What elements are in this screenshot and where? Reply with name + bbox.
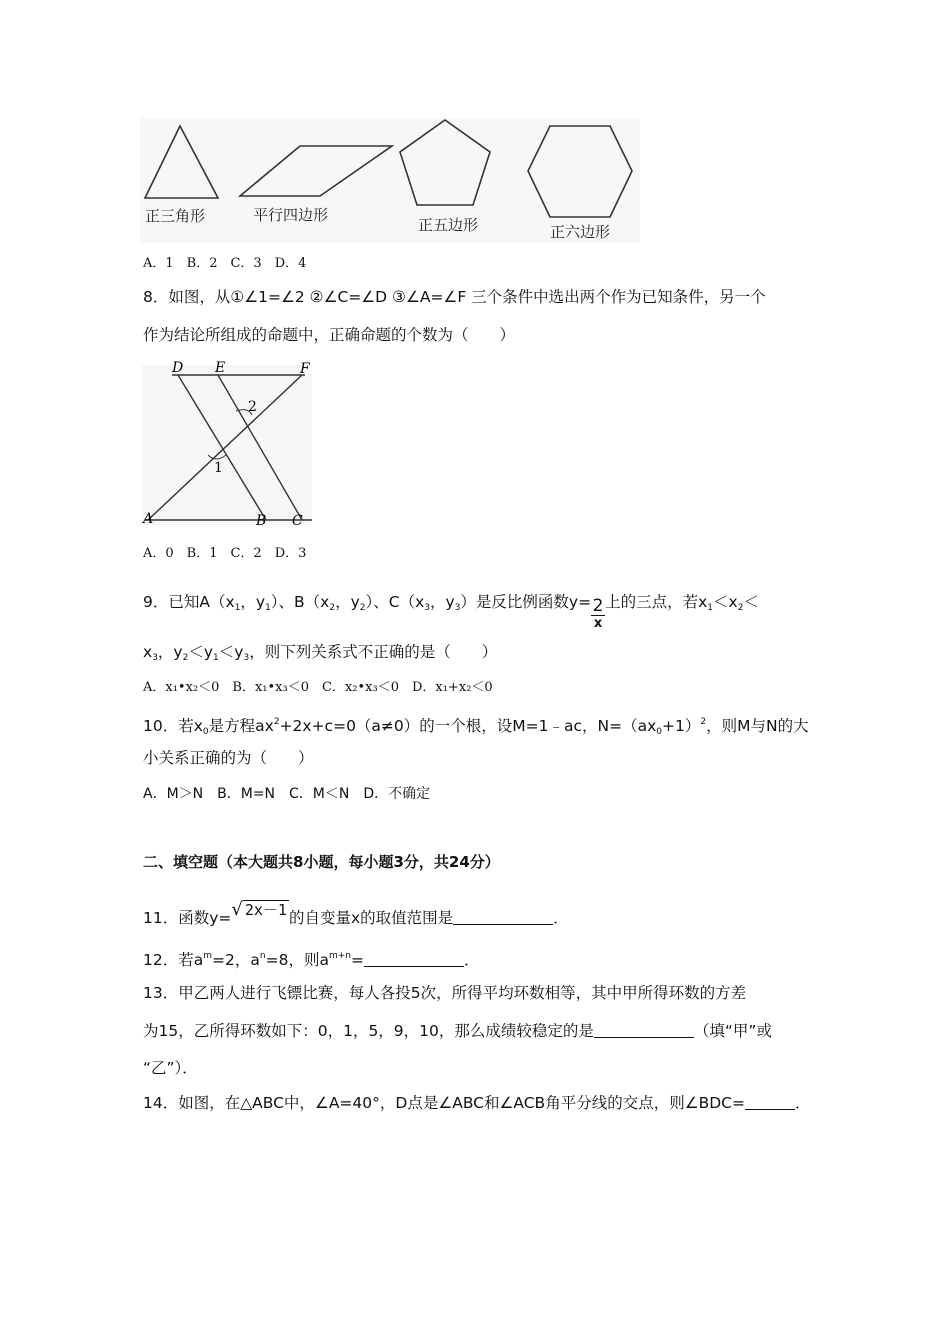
label-regular-pentagon: 正五边形 <box>418 216 479 234</box>
q13-stem-line1: 13．甲乙两人进行飞镖比赛，每人各投5次，所得平均环数相等，其中甲所得环数的方差 <box>143 984 747 1002</box>
q14-answer-blank[interactable] <box>745 1095 795 1110</box>
shapes-figure <box>140 118 640 243</box>
label-parallelogram: 平行四边形 <box>253 206 329 224</box>
parallelogram-shape <box>240 146 392 196</box>
q13-stem-line2: 为15，乙所得环数如下：0，1，5，9，10，那么成绩较稳定的是 （填“甲”或 <box>143 1022 772 1040</box>
q8-figure-svg <box>140 355 318 530</box>
q7-options: A．1 B．2 C．3 D．4 <box>143 256 307 271</box>
label-B: B <box>256 513 267 529</box>
q12-stem: 12．若$a^m=2$，$a^n=8$，则$a^{m+n}=$ ． <box>143 951 480 969</box>
label-F: F <box>300 361 310 377</box>
regular-pentagon-shape <box>400 120 490 205</box>
q12-answer-blank[interactable] <box>364 952 464 967</box>
q8-stem-line1: 8．如图，从①∠1=∠2 ②∠C=∠D ③∠A=∠F 三个条件中选出两个作为已知条件，另一个 <box>143 288 766 306</box>
q13-stem-line3: “乙”）． <box>143 1059 198 1077</box>
equilateral-triangle-shape <box>145 126 218 198</box>
label-C: C <box>292 513 303 529</box>
q9-stem-line2: $x_3$，$y_2<y_1<y_3$，则下列关系式不正确的是（ ） <box>143 643 498 663</box>
q8-stem-line2: 作为结论所组成的命题中，正确命题的个数为（ ） <box>143 326 516 344</box>
label-A: A <box>143 511 154 527</box>
q10-options: A．M＞N B．M=N C．M＜N D．不确定 <box>143 786 431 802</box>
q9-stem-line1: 9．已知$A(x_1$，$y_1$）、$B(x_2$，$y_2$）、$C(x_3$，$y_3$）是反比例函数y= $\frac{2}{x}$ 上的三点，若$x_1<x_2<$ <box>143 593 759 631</box>
q13-answer-blank[interactable] <box>594 1023 694 1038</box>
q9-options: A．x₁•x₂＜0 B．x₁•x₃＜0 C．x₂•x₃＜0 D．x₁+x₂＜0 <box>143 680 493 695</box>
q14-stem: 14．如图，在△ABC中，∠A=40°，D点是∠ABC和∠ACB角平分线的交点，则∠BDC= ． <box>143 1094 811 1112</box>
q10-stem-line1: 10．若$x_0$是方程$ax^2+2x+c=0(a\ne 0)$的一个根，设M=1﹣ac，$N=(ax_0+1)^2$，则M与N的大 <box>143 717 809 737</box>
label-regular-hexagon: 正六边形 <box>550 223 611 241</box>
label-equilateral-triangle: 正三角形 <box>145 207 206 225</box>
regular-hexagon-shape <box>528 126 632 217</box>
q11-sqrt: √ 2x－1 <box>231 899 287 920</box>
q9-fraction: $\frac{2}{x}$ <box>592 596 604 631</box>
label-D: D <box>172 360 184 376</box>
q8-options: A．0 B．1 C．2 D．3 <box>143 546 307 561</box>
q8-figure <box>140 355 318 530</box>
q11-answer-blank[interactable] <box>453 910 553 925</box>
q11-stem: 11．函数y=√ 2x－1 的自变量x的取值范围是 ． <box>143 899 569 927</box>
label-E: E <box>215 360 226 376</box>
label-angle-1: 1 <box>214 460 223 476</box>
label-angle-2: 2 <box>248 399 257 415</box>
q9-text: 9．已知A（x <box>143 593 235 611</box>
section2-title: 二、填空题（本大题共8小题，每小题3分，共24分） <box>143 853 500 871</box>
q10-stem-line2: 小关系正确的为（ ） <box>143 749 314 767</box>
